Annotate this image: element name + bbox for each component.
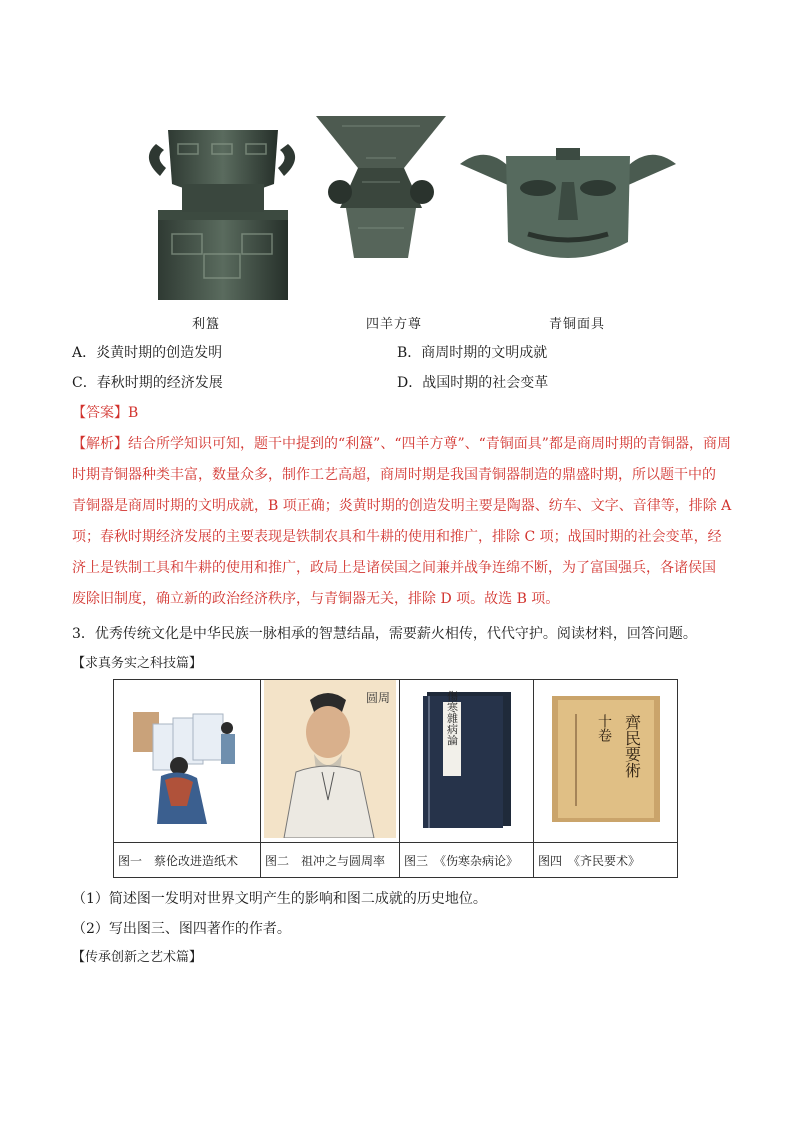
section-science: 【求真务实之科技篇】 — [72, 656, 203, 671]
figure-2-caption: 图二 祖冲之与圆周率 — [261, 843, 400, 878]
option-c: C．春秋时期的经济发展 — [72, 375, 223, 391]
shanghan-book — [419, 688, 515, 830]
answer-value: B — [128, 405, 139, 421]
analysis-line: 【解析】结合所学知识可知，题干中提到的“利簋”、“四羊方尊”、“青铜面具”都是商周时期的青铜器，商周 — [72, 436, 731, 452]
analysis-line: 济上是铁制工具和牛耕的使用和推广，政局上是诸侯国之间兼并战争连绵不断，为了富国强兵，各诸侯国 — [72, 560, 716, 576]
qimin-yaoshu-book — [552, 696, 660, 822]
figure-1-caption: 图一 蔡伦改进造纸术 — [114, 843, 261, 878]
book3-title: 傷寒雜病論 — [445, 690, 458, 746]
figure-4-cell — [534, 680, 678, 843]
figures-table — [113, 679, 678, 878]
figure-3-cell — [400, 680, 534, 843]
zu-chongzhi-portrait — [264, 680, 396, 838]
bronze-figures — [138, 112, 698, 312]
caption-bronze-mask: 青铜面具 — [549, 317, 606, 332]
caption-li-gui: 利簋 — [192, 317, 221, 332]
answer-line — [72, 403, 138, 423]
analysis-block — [72, 429, 740, 615]
figure-1-cell — [114, 680, 261, 843]
papermaking-illustration — [127, 684, 247, 834]
li-gui-image — [138, 124, 306, 302]
option-a: A．炎黄时期的创造发明 — [72, 345, 223, 361]
sub-question-2: （2）写出图三、图四著作的作者。 — [72, 921, 291, 937]
section-art: 【传承创新之艺术篇】 — [72, 950, 203, 965]
answer-tag: 【答案】 — [72, 405, 128, 421]
option-d: D．战国时期的社会变革 — [397, 375, 549, 391]
question-3-stem: 3．优秀传统文化是中华民族一脉相承的智慧结晶，需要薪火相传，代代守护。阅读材料，回答问题。 — [72, 626, 697, 642]
book4-volume: 十卷 — [595, 714, 612, 742]
analysis-line: 废除旧制度，确立新的政治经济秩序，与青铜器无关，排除 D 项。故选 B 项。 — [72, 591, 560, 607]
figure-3-caption: 图三 《伤寒杂病论》 — [400, 843, 534, 878]
portrait-label: 圆周 — [366, 691, 391, 705]
caption-four-ram-zun: 四羊方尊 — [366, 317, 423, 332]
four-ram-zun-image — [312, 112, 450, 262]
figure-4-caption: 图四 《齐民要术》 — [534, 843, 678, 878]
option-b: B．商周时期的文明成就 — [397, 345, 548, 361]
sub-question-1: （1）简述图一发明对世界文明产生的影响和图二成就的历史地位。 — [72, 891, 487, 907]
analysis-tag: 【解析】 — [72, 436, 128, 452]
bronze-mask-image — [458, 142, 678, 272]
analysis-line: 时期青铜器种类丰富，数量众多，制作工艺高超，商周时期是我国青铜器制造的鼎盛时期，所以题干中的 — [72, 467, 716, 483]
analysis-line: 项；春秋时期经济发展的主要表现是铁制农具和牛耕的使用和推广，排除 C 项；战国时期的社会变革，经 — [72, 529, 722, 545]
figure-2-cell — [261, 680, 400, 843]
analysis-line: 青铜器是商周时期的文明成就，B 项正确；炎黄时期的创造发明主要是陶器、纺车、文字、音律等，排除 A — [72, 498, 732, 514]
book4-title: 齊民要術 — [622, 714, 641, 778]
